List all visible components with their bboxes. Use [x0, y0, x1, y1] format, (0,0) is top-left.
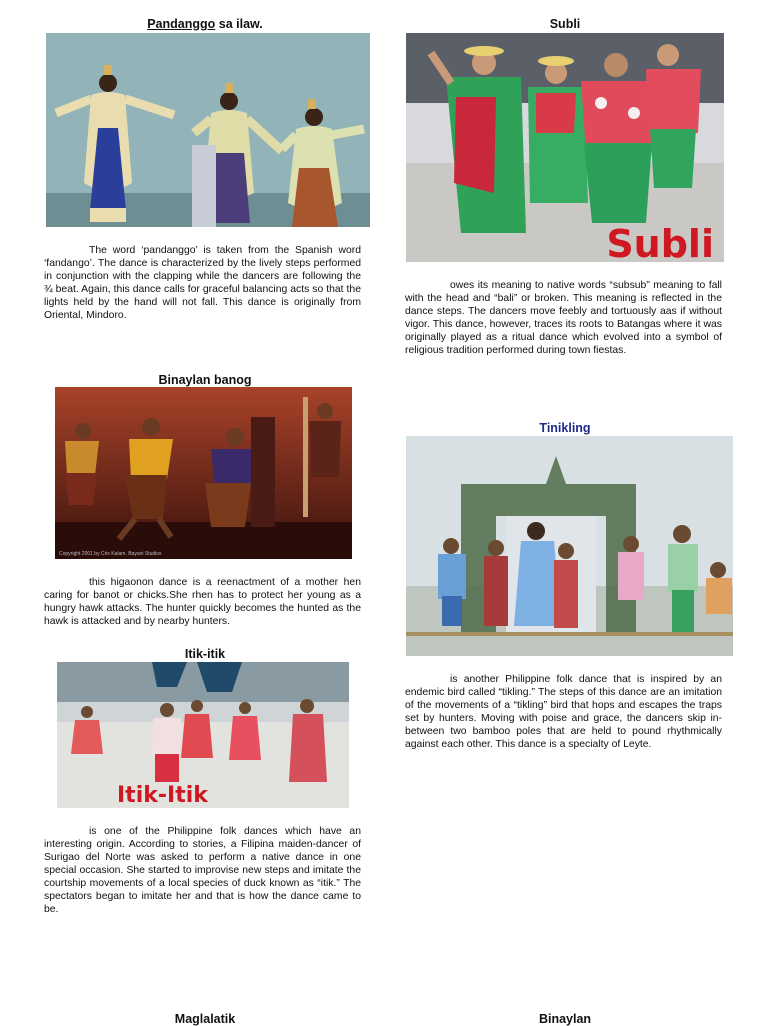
binaylan-banog-photo: [55, 387, 352, 559]
tinikling-title: Tinikling: [539, 421, 591, 435]
pandanggo-description: The word ‘pandanggo’ is taken from the Spanish word ‘fandango’. The dance is characterized by the lively steps performed in conjunction with the clapping while the dancers are following the ¾ beat. Again, this dance calls for graceful balancing acts so that the lights held by the hand will not fall. This dance is originally from Oriental, Mindoro.: [44, 245, 361, 321]
binaylan-banog-description: this higaonon dance is a reenactment of a mother hen caring for banot or chicks.She rhen has to protect her young as a hungry hawk attacks. The hunter quickly becomes the hunted as the hawk is attacked and by nearby hunters.: [44, 577, 361, 627]
subli-photo: [406, 33, 724, 262]
itik-itik-photo: [57, 662, 349, 808]
maglalatik-title: Maglalatik: [174, 1012, 236, 1026]
subli-title: Subli: [549, 17, 581, 31]
binaylan-banog-photo-credit: Copyright 2001 by Cris Kalam. Bayani Studios: [59, 551, 162, 557]
tinikling-photo: [406, 436, 733, 656]
itik-itik-description: is one of the Philippine folk dances which have an interesting origin. According to stories, a Filipina maiden-dancer of Surigao del Norte was asked to perform a native dance in one special occasion. She started to improvise new steps and imitate the courtship movements of a local species of duck known as “itik.” The spectators began to imitate her and that is how the dance came to be.: [44, 826, 361, 915]
tinikling-description: is another Philippine folk dance that is inspired by an endemic bird called “tikling.” The steps of this dance are an imitation of the movements of a “tikling” bird that hops and escapes the traps set by hunters. Moving with poise and grace, the dancers skip in-between two bamboo poles that are held to pound rhythmically against each other. This dance is a specialty of Leyte.: [405, 674, 722, 750]
subli-description: owes its meaning to native words “subsub” meaning to fall with the head and “bali” or broken. This meaning is reflected in the dance steps. The dancers move feebly and tortuously aas if without vigor. This dance, however, traces its roots to Batangas where it was originally played as a ritual dance which evolved into a symbol of religious tradition performed during town fiestas.: [405, 280, 722, 356]
itik-itik-title: Itik-itik: [184, 647, 226, 661]
pandanggo-title-underlined: Pandanggo: [147, 17, 216, 31]
subli-photo-caption: Subli: [606, 222, 714, 262]
itik-itik-photo-caption: Itik-Itik: [117, 783, 208, 808]
pandanggo-photo: [46, 33, 370, 227]
binaylan-title: Binaylan: [538, 1012, 592, 1026]
binaylan-banog-title: Binaylan banog: [158, 373, 252, 387]
pandanggo-title: [100, 17, 310, 31]
pandanggo-title-rest: sa ilaw.: [215, 17, 263, 31]
